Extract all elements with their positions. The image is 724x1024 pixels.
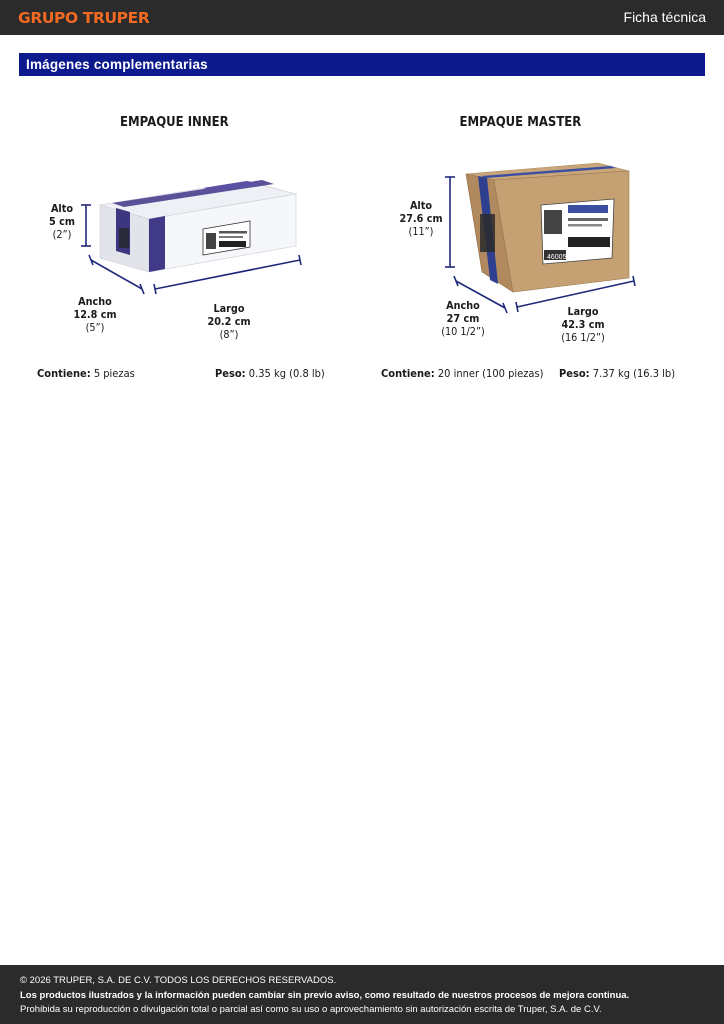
master-alto-label: Alto 27.6 cm (11”): [399, 199, 443, 238]
svg-text:46005: 46005: [547, 254, 567, 261]
footer-copyright: © 2026 TRUPER, S.A. DE C.V. TODOS LOS DERECHOS RESERVADOS.: [20, 975, 337, 986]
footer: [0, 965, 724, 1024]
master-contains: Contiene: 20 inner (100 piezas): [381, 367, 544, 380]
document-type: Ficha técnica: [623, 9, 706, 25]
master-package-title: EMPAQUE MASTER: [459, 115, 582, 130]
packaging-illustration: [0, 0, 724, 400]
inner-largo-label: Largo 20.2 cm (8”): [207, 302, 251, 341]
inner-weight: Peso: 0.35 kg (0.8 lb): [215, 367, 325, 380]
brand-logo: GRUPO TRUPER: [18, 9, 150, 27]
footer-notice: Los productos ilustrados y la información pueden cambiar sin previo aviso, como resultado de nuestros procesos de mejora continua.: [20, 990, 630, 1001]
inner-box-image: [100, 180, 296, 272]
master-largo-label: Largo 42.3 cm (16 1/2”): [561, 305, 605, 344]
footer-prohibition: Prohibida su reproducción o divulgación total o parcial así como su uso o aprovechamiento sin autorización escrita de Truper, S.A. de C.V.: [20, 1004, 602, 1015]
inner-contains: Contiene: 5 piezas: [37, 367, 135, 380]
master-weight: Peso: 7.37 kg (16.3 lb): [559, 367, 676, 380]
inner-alto-label: Alto 5 cm (2”): [49, 202, 75, 241]
inner-ancho-label: Ancho 12.8 cm (5”): [73, 295, 117, 334]
master-box-image: [466, 163, 629, 292]
master-ancho-label: Ancho 27 cm (10 1/2”): [441, 299, 485, 338]
inner-package-title: EMPAQUE INNER: [120, 115, 229, 130]
section-title: Imágenes complementarias: [26, 57, 208, 72]
